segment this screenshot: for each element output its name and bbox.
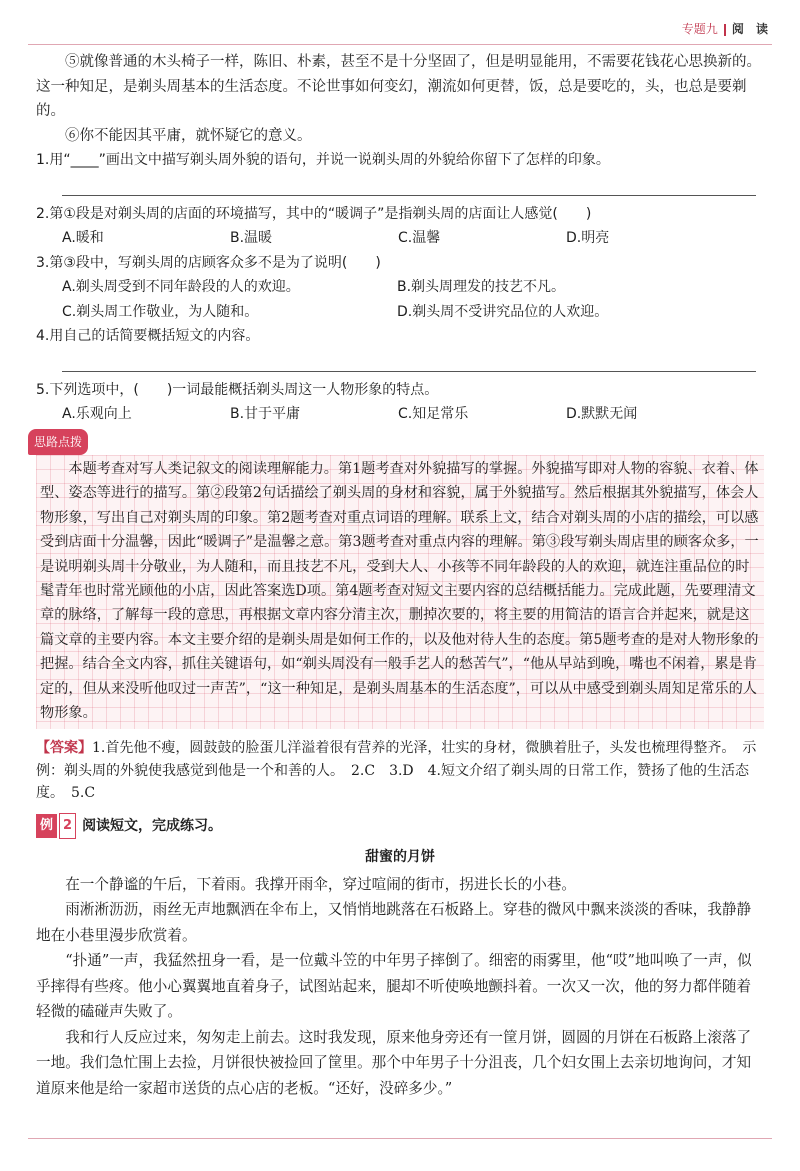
option-b[interactable]: B.剃头周理发的技艺不凡。 <box>397 279 566 295</box>
question-1: 1.用“____”画出文中描写剃头周外貌的语句，并说一说剃头周的外貌给你留下了怎样的印象。 <box>36 152 610 168</box>
footer-rule <box>28 1138 772 1139</box>
answer-label: 【答案】 <box>36 740 92 757</box>
story-paragraph: 雨淅淅沥沥，雨丝无声地飘洒在伞布上，又悄悄地跳落在石板路上。穿巷的微风中飘来淡淡的香味，我静静地在小巷里漫步欣赏着。 <box>36 901 752 944</box>
passage-paragraph-6: ⑥你不能因其平庸，就怀疑它的意义。 <box>65 127 312 144</box>
question-5: 5.下列选项中，( )一词最能概括剃头周这一人物形象的特点。 <box>36 381 439 398</box>
section-label: 专题九 <box>681 22 718 36</box>
subject-label: 阅 读 <box>731 22 772 36</box>
story <box>36 872 764 1102</box>
question-5-options <box>36 402 764 427</box>
story-paragraph: 我和行人反应过来，匆匆走上前去。这时我发现，原来他身旁还有一筐月饼，圆圆的月饼在石板路上滚落了一地。我们急忙围上去捡，月饼很快被捡回了筐里。那个中年男子十分沮丧，几个妇女围上去亲切地询问，才知道原来他是给一家超市送货的点心店的老板。“还好，没碎多少。” <box>36 1028 752 1097</box>
question-3-options-row-1 <box>36 275 764 300</box>
answer-text: 1.首先他不瘦，圆鼓鼓的脸蛋儿洋溢着很有营养的光泽，壮实的身材，微腆着肚子，头发也梳理得整齐。 示例：剃头周的外貌使我感觉到他是一个和善的人。 2.C 3.D 4.短文介绍了剃头周的日常工作，赞扬了他的生活态度。 5.C <box>36 740 757 802</box>
option-c[interactable]: C.剃头周工作敬业，为人随和。 <box>62 303 259 320</box>
answer-line-4[interactable] <box>62 353 756 372</box>
answer-line-1[interactable] <box>62 177 756 196</box>
example-heading <box>36 813 764 840</box>
example-instruction: 阅读短文，完成练习。 <box>82 817 223 834</box>
main-content <box>36 50 764 1101</box>
question-2-options <box>36 226 764 251</box>
tips-box <box>36 455 764 729</box>
story-paragraph: “扑通”一声，我猛然扭身一看，是一位戴斗笠的中年男子摔倒了。细密的雨雾里，他“哎”地叫唤了一声，似乎摔得有些疼。他小心翼翼地直着身子，试图站起来，腿却不听使唤地颤抖着。一次又一次，他的努力都伴随着轻微的磕碰声失败了。 <box>36 952 752 1021</box>
option-d[interactable]: D.明亮 <box>566 230 610 246</box>
question-2: 2.第①段是对剃头周的店面的环境描写，其中的“暖调子”是指剃头周的店面让人感觉( ) <box>36 205 592 222</box>
option-d[interactable]: D.默默无闻 <box>566 406 638 422</box>
story-paragraph: 在一个静谧的午后，下着雨。我撑开雨伞，穿过喧闹的街市，拐进长长的小巷。 <box>65 875 576 893</box>
example-badge: 例 <box>36 814 57 839</box>
header-rule <box>28 44 772 45</box>
question-3: 3.第③段中，写剃头周的店顾客众多不是为了说明( ) <box>36 254 381 271</box>
tips-badge: 思路点拨 <box>28 429 88 456</box>
passage-paragraph-5: ⑤就像普通的木头椅子一样，陈旧、朴素，甚至不是十分坚固了，但是明显能用，不需要花钱花心思换新的。这一种知足，是剃头周基本的生活态度。不论世事如何变幻，潮流如何更替，饭，总是要吃的，头，也总是要剃的。 <box>36 54 761 119</box>
question-3-options-row-2 <box>36 300 764 325</box>
question-4: 4.用自己的话简要概括短文的内容。 <box>36 328 260 344</box>
option-a[interactable]: A.暖和 <box>62 230 104 246</box>
option-a[interactable]: A.剃头周受到不同年龄段的人的欢迎。 <box>62 279 300 295</box>
option-d[interactable]: D.剃头周不受讲究品位的人欢迎。 <box>397 303 609 320</box>
header-divider <box>724 24 726 36</box>
option-c[interactable]: C.温馨 <box>398 230 441 246</box>
option-b[interactable]: B.甘于平庸 <box>230 406 301 422</box>
story-title: 甜蜜的月饼 <box>365 849 435 866</box>
option-a[interactable]: A.乐观向上 <box>62 406 132 422</box>
option-c[interactable]: C.知足常乐 <box>398 406 469 422</box>
answer-block <box>36 737 764 805</box>
example-number: 2 <box>59 813 76 840</box>
page-header <box>682 20 772 37</box>
tips-text: 本题考查对写人类记叙文的阅读理解能力。第1题考查对外貌描写的掌握。外貌描写即对人物的容貌、衣着、体型、姿态等进行的描写。第②段第2句话描绘了剃头周的身材和容貌，属于外貌描写。然后根据其外貌描写，体会人物形象，写出自己对剃头周的印象。第2题考查对重点词语的理解。联系上文，结合对剃头周的小店的描绘，可以感受到店面十分温馨，因此“暖调子”是温馨之意。第3题考查对重点内容的理解。第③段写剃头周店里的顾客众多，一是说明剃头周十分敬业，为人随和，而且技艺不凡，受到大人、小孩等不同年龄段的人的欢迎，就连注重品位的时髦青年也时常光顾他的小店，因此答案选D项。第4题考查对短文主要内容的总结概括能力。完成此题，先要理清文章的脉络，了解每一段的意思，再根据文章内容分清主次，删掉次要的，将主要的用简洁的语言合并起来，就是这篇文章的主要内容。本文主要介绍的是剃头周是如何工作的，以及他对待人生的态度。第5题考查的是对人物形象的把握。结合全文内容，抓住关键语句，如“剃头周没有一般手艺人的愁苦气”，“他从早站到晚，嘴也不闲着，累是肯定的，但从来没听他叹过一声苦”，“这一种知足，是剃头周基本的生活态度”，可以从中感受到剃头周知足常乐的人物形象。 <box>40 461 759 722</box>
option-b[interactable]: B.温暖 <box>230 230 273 246</box>
